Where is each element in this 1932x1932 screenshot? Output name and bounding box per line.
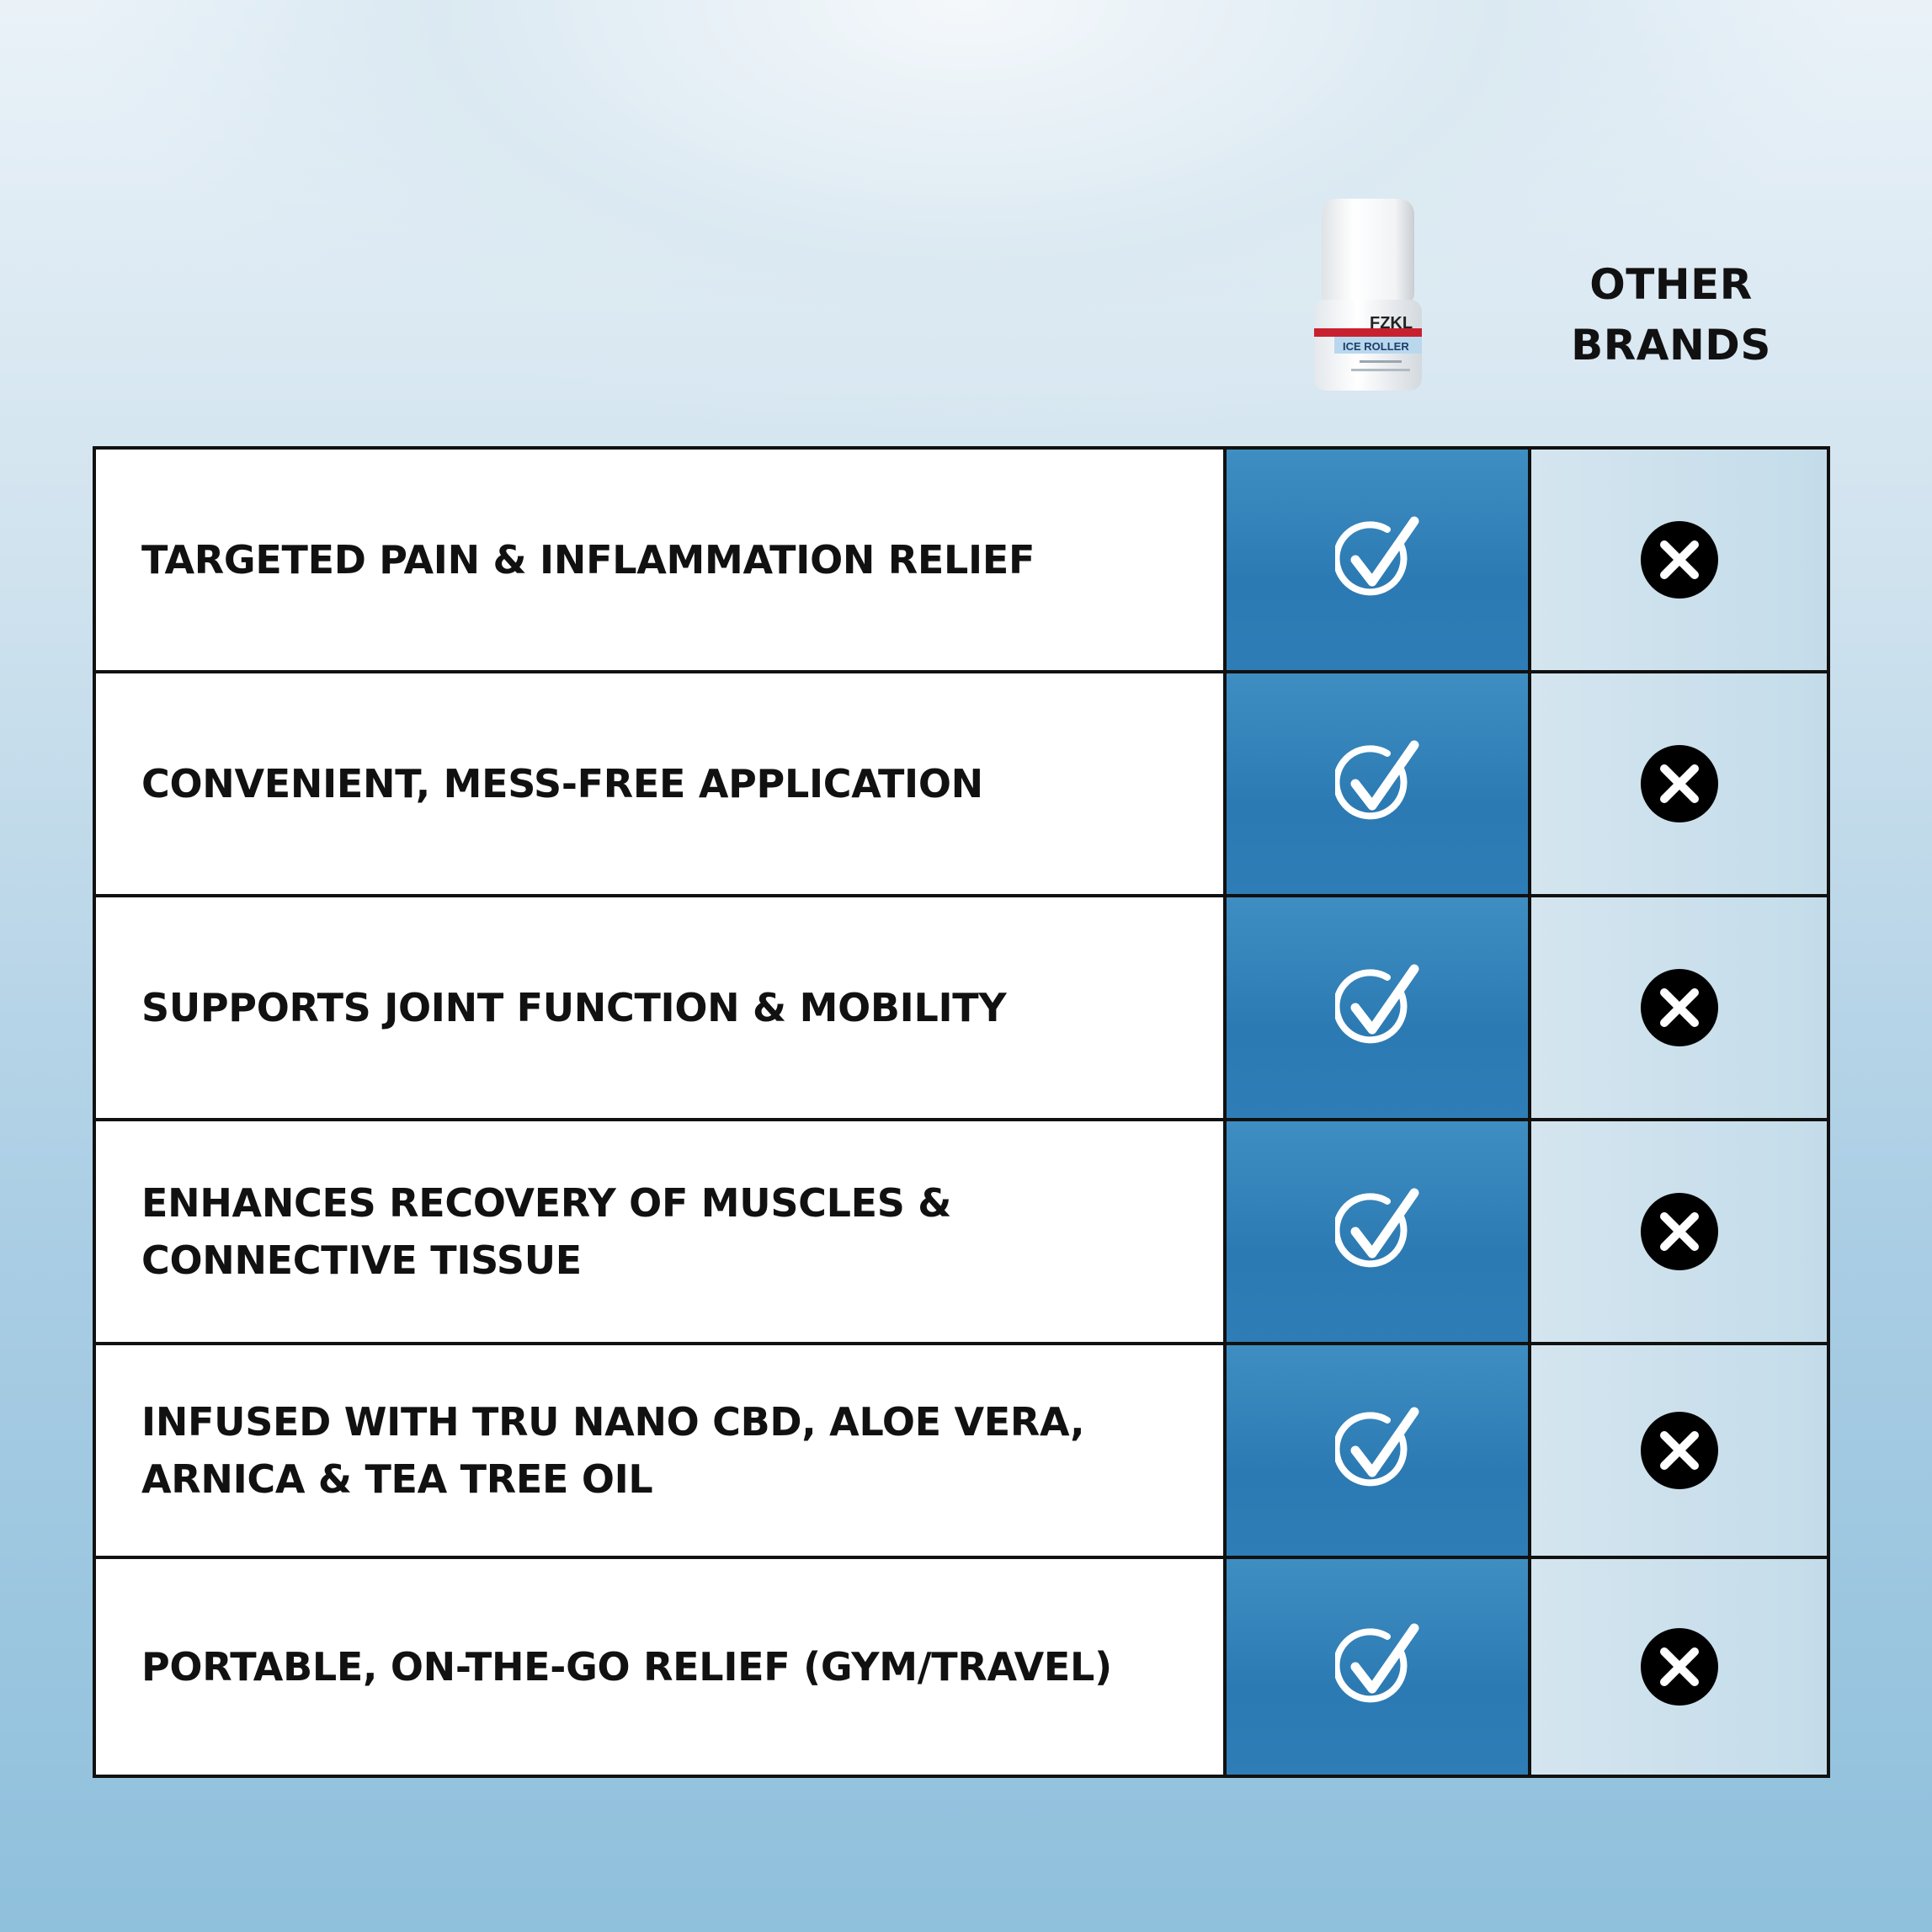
check-icon [1335, 740, 1419, 828]
other-cell [1531, 1345, 1827, 1556]
other-cell [1531, 450, 1827, 670]
feature-label-line2: CONNECTIVE TISSUE [141, 1237, 582, 1283]
feature-cell [96, 673, 1223, 894]
x-icon [1639, 743, 1720, 824]
check-icon [1335, 1623, 1419, 1711]
x-icon [1639, 1410, 1720, 1491]
other-brands-heading-line2: BRANDS [1571, 321, 1771, 370]
feature-label-line1: TARGETED PAIN & INFLAMMATION RELIEF [141, 537, 1035, 583]
feature-cell [96, 1345, 1223, 1556]
product-bottle-image [1309, 195, 1427, 394]
fzkl-cell [1227, 450, 1528, 670]
feature-cell [96, 897, 1223, 1118]
product-brand-text: FZKL [1370, 314, 1413, 333]
feature-label [141, 979, 1006, 1036]
feature-label-line1: CONVENIENT, MESS-FREE APPLICATION [141, 761, 983, 806]
other-cell [1531, 897, 1827, 1118]
check-icon [1335, 1407, 1419, 1494]
feature-label-line1: INFUSED WITH TRU NANO CBD, ALOE VERA, [141, 1399, 1085, 1445]
check-icon [1335, 1188, 1419, 1275]
feature-cell [96, 1121, 1223, 1342]
x-icon [1639, 1191, 1720, 1272]
feature-label-line1: PORTABLE, ON-THE-GO RELIEF (GYM/TRAVEL) [141, 1644, 1112, 1690]
other-brands-heading-line1: OTHER [1589, 260, 1753, 309]
product-name-text: ICE ROLLER [1343, 340, 1409, 353]
x-icon [1639, 1626, 1720, 1707]
feature-label-line1: ENHANCES RECOVERY OF MUSCLES & [141, 1180, 952, 1226]
feature-label [141, 1393, 1084, 1508]
fzkl-cell [1227, 1345, 1528, 1556]
x-icon [1639, 519, 1720, 600]
feature-label [141, 531, 1035, 588]
other-cell [1531, 1121, 1827, 1342]
feature-label-line1: SUPPORTS JOINT FUNCTION & MOBILITY [141, 985, 1007, 1030]
check-icon [1335, 964, 1419, 1051]
feature-cell [96, 1559, 1223, 1775]
comparison-table [93, 446, 1830, 1778]
fzkl-cell [1227, 673, 1528, 894]
check-icon [1335, 516, 1419, 604]
other-brands-heading [1507, 254, 1835, 375]
feature-label-line2: ARNICA & TEA TREE OIL [141, 1456, 653, 1502]
fzkl-cell [1227, 1559, 1528, 1775]
feature-label [141, 755, 983, 812]
feature-cell [96, 450, 1223, 670]
fzkl-cell [1227, 1121, 1528, 1342]
fzkl-cell [1227, 897, 1528, 1118]
other-cell [1531, 1559, 1827, 1775]
x-icon [1639, 967, 1720, 1048]
feature-label [141, 1174, 951, 1289]
other-cell [1531, 673, 1827, 894]
feature-label [141, 1638, 1112, 1695]
